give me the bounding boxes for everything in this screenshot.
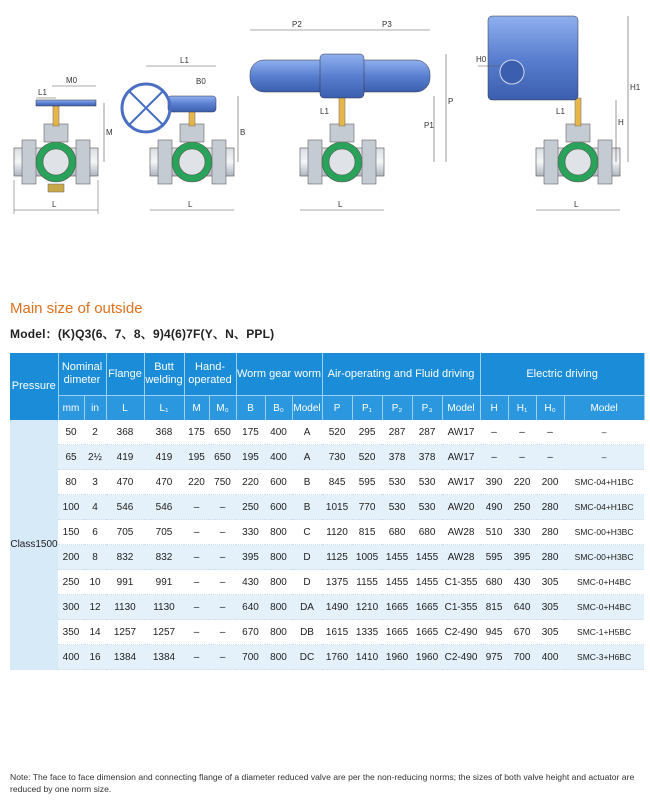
table-cell: DB	[292, 620, 322, 645]
dim-l-1: L	[52, 200, 57, 209]
table-cell: –	[209, 545, 236, 570]
table-cell: 1760	[322, 645, 352, 670]
table-cell: 6	[84, 520, 106, 545]
dim-m-1: M	[106, 128, 113, 137]
table-cell: DA	[292, 595, 322, 620]
table-cell: –	[209, 520, 236, 545]
table-cell: 680	[480, 570, 508, 595]
header-air-operating: Air-operating and Fluid driving	[322, 353, 480, 396]
table-cell: A	[292, 420, 322, 445]
table-cell: AW28	[442, 545, 480, 570]
table-cell: 250	[508, 495, 536, 520]
table-cell: D	[292, 570, 322, 595]
table-cell: B	[292, 470, 322, 495]
subheader-cell: P₁	[352, 396, 382, 421]
table-cell: 520	[352, 445, 382, 470]
table-cell: 16	[84, 645, 106, 670]
table-cell: 1410	[352, 645, 382, 670]
table-cell: 330	[236, 520, 265, 545]
drawing-hand-operated	[14, 76, 113, 214]
footnote: Note: The face to face dimension and connecting flange of a diameter reduced valve are per the non-reducing norms; the sizes of both valve height and actuator are reduced by one norm size.	[10, 772, 635, 794]
header-pressure: Pressure	[10, 353, 58, 420]
table-cell: SMC-1+H5BC	[564, 620, 644, 645]
dim-m0-1: M0	[66, 76, 78, 85]
table-cell: 650	[209, 445, 236, 470]
table-cell: 12	[84, 595, 106, 620]
table-cell: –	[184, 570, 209, 595]
header-worm-gear: Worm gear worm	[236, 353, 322, 396]
table-cell: AW17	[442, 445, 480, 470]
table-cell: AW20	[442, 495, 480, 520]
table-cell: SMC-00+H3BC	[564, 545, 644, 570]
table-cell: C2-490	[442, 645, 480, 670]
header-nominal: Nominal dimeter	[58, 353, 106, 396]
table-cell: 546	[144, 495, 184, 520]
table-cell: 1210	[352, 595, 382, 620]
table-cell: –	[184, 520, 209, 545]
table-cell: 520	[322, 420, 352, 445]
table-cell: A	[292, 445, 322, 470]
subheader-cell: M	[184, 396, 209, 421]
table-cell: 705	[144, 520, 184, 545]
table-cell: 815	[480, 595, 508, 620]
subheader-cell: L	[106, 396, 144, 421]
dim-l-3: L	[338, 200, 343, 209]
table-cell: 305	[536, 620, 564, 645]
table-cell: SMC-04+H1BC	[564, 495, 644, 520]
table-cell: 1375	[322, 570, 352, 595]
subheader-cell: Model	[564, 396, 644, 421]
table-row	[10, 545, 644, 570]
table-row	[10, 495, 644, 520]
subheader-cell: P₂	[382, 396, 412, 421]
table-cell: 287	[412, 420, 442, 445]
table-cell: 50	[58, 420, 84, 445]
table-cell: –	[209, 495, 236, 520]
dim-l-4: L	[574, 200, 579, 209]
table-cell: 368	[106, 420, 144, 445]
table-cell: 1335	[352, 620, 382, 645]
table-cell: 815	[352, 520, 382, 545]
table-cell: 419	[144, 445, 184, 470]
table-cell: 1665	[412, 595, 442, 620]
table-cell: 1665	[382, 595, 412, 620]
subheader-cell: L₁	[144, 396, 184, 421]
table-cell: 305	[536, 570, 564, 595]
table-cell: SMC-04+H1BC	[564, 470, 644, 495]
dimension-table	[10, 353, 645, 670]
table-row	[10, 570, 644, 595]
dim-p-3: P	[448, 97, 454, 106]
table-cell: 700	[508, 645, 536, 670]
table-cell: 395	[508, 545, 536, 570]
dim-p1-3: P1	[424, 121, 434, 130]
table-cell: 705	[106, 520, 144, 545]
table-cell: 280	[536, 520, 564, 545]
table-cell: 280	[536, 545, 564, 570]
table-cell: 287	[382, 420, 412, 445]
dim-b-2: B	[240, 128, 246, 137]
model-line: Model：(K)Q3(6、7、8、9)4(6)7F(Y、N、PPL)	[10, 327, 275, 341]
table-cell: 419	[106, 445, 144, 470]
dim-p3-3: P3	[382, 20, 392, 29]
table-cell: 1455	[412, 545, 442, 570]
table-cell: 250	[58, 570, 84, 595]
table-cell: 832	[144, 545, 184, 570]
table-cell: 395	[236, 545, 265, 570]
dim-l1-4: L1	[556, 107, 565, 116]
table-cell: 430	[508, 570, 536, 595]
subheader-cell: B	[236, 396, 265, 421]
table-cell: –	[508, 445, 536, 470]
table-cell: 378	[382, 445, 412, 470]
subheader-cell: M₀	[209, 396, 236, 421]
table-cell: C1-355	[442, 595, 480, 620]
table-cell: –	[209, 595, 236, 620]
table-row	[10, 645, 644, 670]
table-cell: –	[184, 545, 209, 570]
table-cell: 220	[184, 470, 209, 495]
header-flange: Flange	[106, 353, 144, 396]
header-hand-operated: Hand-operated	[184, 353, 236, 396]
table-cell: –	[564, 420, 644, 445]
table-cell: 4	[84, 495, 106, 520]
table-cell: 650	[209, 420, 236, 445]
table-cell: 975	[480, 645, 508, 670]
table-cell: 800	[265, 545, 292, 570]
table-cell: 832	[106, 545, 144, 570]
table-cell: 1125	[322, 545, 352, 570]
subheader-cell: Model	[442, 396, 480, 421]
table-cell: SMC-00+H3BC	[564, 520, 644, 545]
table-cell: –	[480, 420, 508, 445]
table-cell: –	[209, 645, 236, 670]
table-cell: 1665	[382, 620, 412, 645]
subheader-cell: Model	[292, 396, 322, 421]
table-cell: 490	[480, 495, 508, 520]
table-cell: 680	[382, 520, 412, 545]
table-cell: –	[564, 445, 644, 470]
dim-h0-4: H0	[476, 55, 487, 64]
table-cell: 10	[84, 570, 106, 595]
table-cell: D	[292, 545, 322, 570]
table-cell: 750	[209, 470, 236, 495]
table-cell: 220	[508, 470, 536, 495]
pressure-class-cell: Class1500	[10, 420, 58, 670]
table-cell: –	[536, 420, 564, 445]
table-cell: SMC-0+H4BC	[564, 570, 644, 595]
table-cell: 1615	[322, 620, 352, 645]
table-cell: –	[209, 570, 236, 595]
table-cell: 770	[352, 495, 382, 520]
table-cell: 700	[236, 645, 265, 670]
table-cell: 368	[144, 420, 184, 445]
table-cell: 595	[352, 470, 382, 495]
table-cell: 2½	[84, 445, 106, 470]
table-cell: AW17	[442, 420, 480, 445]
table-cell: 991	[144, 570, 184, 595]
table-cell: 670	[236, 620, 265, 645]
table-cell: 430	[236, 570, 265, 595]
table-cell: –	[184, 595, 209, 620]
table-cell: AW28	[442, 520, 480, 545]
table-cell: 530	[382, 470, 412, 495]
table-row	[10, 420, 644, 445]
table-cell: 670	[508, 620, 536, 645]
drawing-worm-gear	[122, 56, 245, 210]
subheader-cell: H	[480, 396, 508, 421]
table-cell: 945	[480, 620, 508, 645]
subheader-cell: H₀	[536, 396, 564, 421]
table-cell: 1130	[106, 595, 144, 620]
table-cell: SMC-0+H4BC	[564, 595, 644, 620]
table-cell: 280	[536, 495, 564, 520]
table-cell: 175	[184, 420, 209, 445]
table-cell: AW17	[442, 470, 480, 495]
table-cell: 1960	[382, 645, 412, 670]
table-cell: 2	[84, 420, 106, 445]
table-cell: –	[184, 620, 209, 645]
table-cell: 1455	[382, 570, 412, 595]
table-cell: 1384	[144, 645, 184, 670]
table-cell: SMC-3+H6BC	[564, 645, 644, 670]
table-cell: 680	[412, 520, 442, 545]
table-cell: 991	[106, 570, 144, 595]
dim-l1-3: L1	[320, 107, 329, 116]
drawing-electric	[476, 16, 641, 210]
dim-h-4: H	[618, 118, 624, 127]
dim-h1-4: H1	[630, 83, 641, 92]
table-cell: 195	[236, 445, 265, 470]
table-cell: 200	[536, 470, 564, 495]
table-cell: 530	[382, 495, 412, 520]
table-cell: 600	[265, 495, 292, 520]
table-cell: 640	[508, 595, 536, 620]
table-cell: 80	[58, 470, 84, 495]
table-cell: 1490	[322, 595, 352, 620]
header-butt-welding: Butt welding	[144, 353, 184, 396]
table-cell: 1005	[352, 545, 382, 570]
table-cell: 1257	[106, 620, 144, 645]
table-cell: C	[292, 520, 322, 545]
table-cell: 800	[265, 520, 292, 545]
table-cell: 470	[106, 470, 144, 495]
table-cell: 1960	[412, 645, 442, 670]
table-cell: 3	[84, 470, 106, 495]
header-electric: Electric driving	[480, 353, 644, 396]
table-cell: 595	[480, 545, 508, 570]
subheader-cell: B₀	[265, 396, 292, 421]
section-title: Main size of outside	[10, 300, 143, 317]
table-row	[10, 470, 644, 495]
table-cell: 1130	[144, 595, 184, 620]
subheader-cell: P₃	[412, 396, 442, 421]
table-cell: C1-355	[442, 570, 480, 595]
table-cell: 400	[536, 645, 564, 670]
table-cell: 295	[352, 420, 382, 445]
table-cell: 1120	[322, 520, 352, 545]
table-cell: 200	[58, 545, 84, 570]
dim-l-2: L	[188, 200, 193, 209]
table-cell: 378	[412, 445, 442, 470]
dim-b0-2: B0	[196, 77, 206, 86]
table-cell: 400	[265, 445, 292, 470]
table-cell: 600	[265, 470, 292, 495]
table-cell: –	[209, 620, 236, 645]
table-cell: –	[536, 445, 564, 470]
table-row	[10, 445, 644, 470]
table-cell: 800	[265, 620, 292, 645]
table-cell: 730	[322, 445, 352, 470]
table-cell: 530	[412, 470, 442, 495]
table-cell: –	[508, 420, 536, 445]
valve-drawings	[0, 0, 650, 240]
table-cell: 1455	[382, 545, 412, 570]
table-row	[10, 520, 644, 545]
table-cell: 400	[265, 420, 292, 445]
dim-p2-3: P2	[292, 20, 302, 29]
table-row	[10, 595, 644, 620]
table-cell: 250	[236, 495, 265, 520]
table-cell: 8	[84, 545, 106, 570]
table-cell: 1384	[106, 645, 144, 670]
table-cell: 800	[265, 595, 292, 620]
table-cell: 800	[265, 645, 292, 670]
table-cell: 510	[480, 520, 508, 545]
table-cell: 800	[265, 570, 292, 595]
table-cell: 65	[58, 445, 84, 470]
dim-l1-2: L1	[180, 56, 189, 65]
table-cell: 1665	[412, 620, 442, 645]
table-cell: –	[184, 495, 209, 520]
table-cell: 195	[184, 445, 209, 470]
table-cell: 1015	[322, 495, 352, 520]
table-row	[10, 620, 644, 645]
subheader-cell: mm	[58, 396, 84, 421]
table-cell: 546	[106, 495, 144, 520]
table-cell: 1455	[412, 570, 442, 595]
table-cell: 845	[322, 470, 352, 495]
dim-l1-1: L1	[38, 88, 47, 97]
table-cell: 305	[536, 595, 564, 620]
table-cell: 400	[58, 645, 84, 670]
table-cell: 530	[412, 495, 442, 520]
table-cell: 100	[58, 495, 84, 520]
table-cell: 1257	[144, 620, 184, 645]
table-cell: 150	[58, 520, 84, 545]
table-cell: 330	[508, 520, 536, 545]
table-cell: 300	[58, 595, 84, 620]
subheader-cell: H₁	[508, 396, 536, 421]
table-cell: DC	[292, 645, 322, 670]
table-cell: 470	[144, 470, 184, 495]
table-cell: 1155	[352, 570, 382, 595]
table-cell: –	[480, 445, 508, 470]
subheader-cell: P	[322, 396, 352, 421]
table-cell: 350	[58, 620, 84, 645]
table-cell: 14	[84, 620, 106, 645]
table-cell: 220	[236, 470, 265, 495]
table-cell: B	[292, 495, 322, 520]
table-cell: 390	[480, 470, 508, 495]
table-cell: C2-490	[442, 620, 480, 645]
subheader-cell: in	[84, 396, 106, 421]
drawing-pneumatic	[250, 20, 453, 210]
table-cell: –	[184, 645, 209, 670]
table-cell: 175	[236, 420, 265, 445]
table-cell: 640	[236, 595, 265, 620]
